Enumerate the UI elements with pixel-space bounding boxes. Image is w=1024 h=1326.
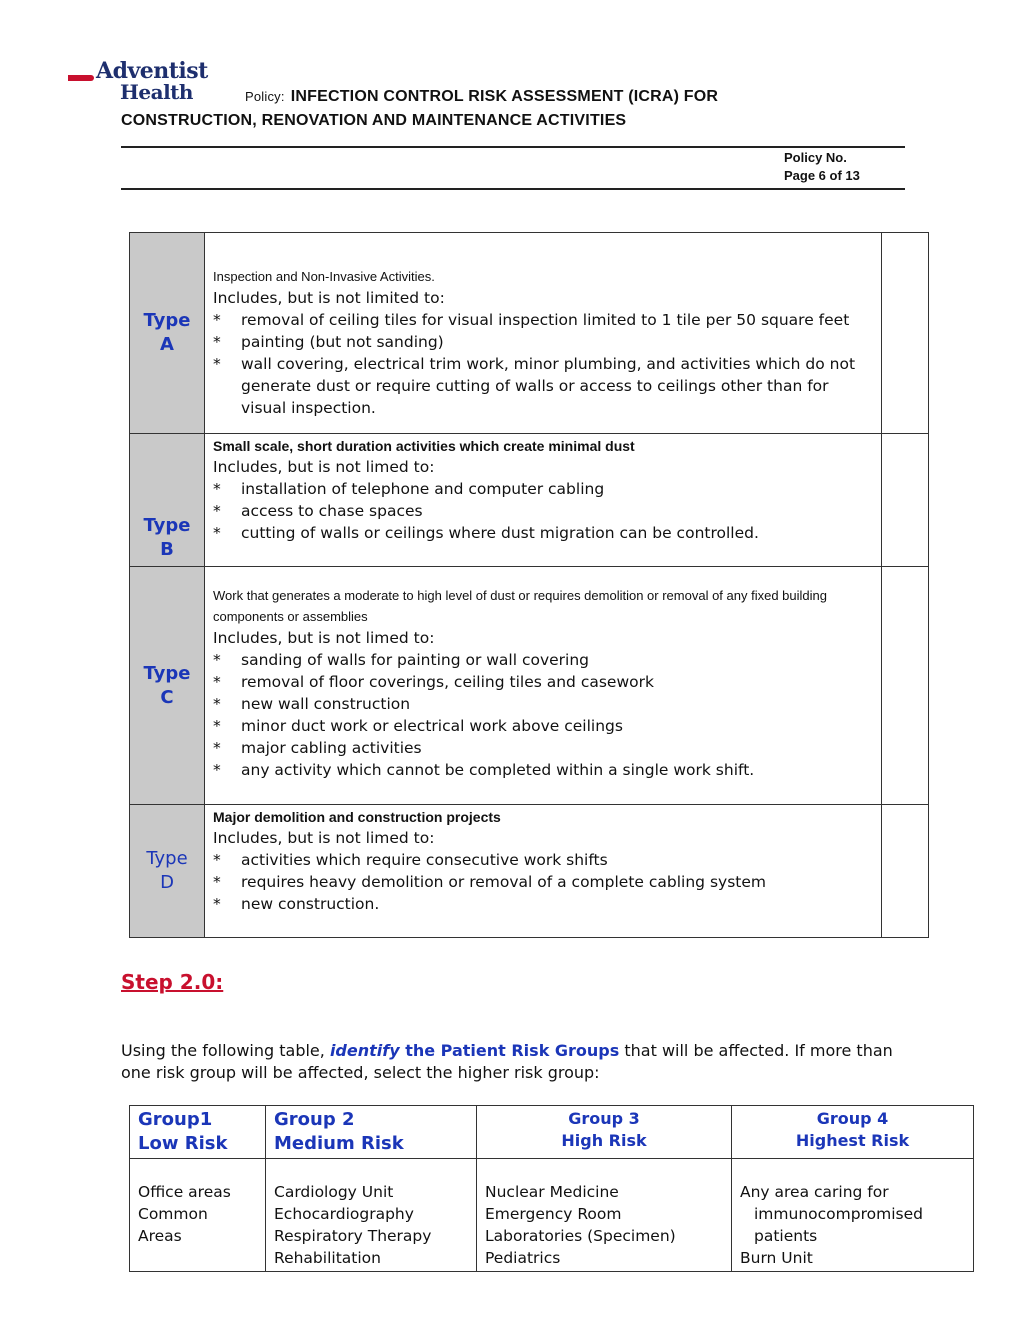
type-label-letter: D	[160, 872, 174, 893]
construction-type-table	[129, 232, 929, 938]
type-description-b	[205, 434, 882, 567]
bullet-icon: *	[213, 873, 221, 891]
intro-text: Using the following table,	[121, 1041, 330, 1060]
type-label-a	[130, 233, 205, 434]
logo-word-health: Health	[120, 80, 193, 104]
type-c-checkbox[interactable]	[882, 567, 929, 805]
type-item: * new wall construction	[213, 695, 411, 713]
type-description-a	[205, 233, 882, 434]
type-item: * removal of floor coverings, ceiling tiles and casework	[213, 673, 654, 691]
bullet-icon: *	[213, 895, 221, 913]
bullet-icon: *	[213, 851, 221, 869]
type-title: Small scale, short duration activities which create minimal dust	[213, 438, 635, 454]
type-item: * painting (but not sanding)	[213, 332, 444, 351]
type-label-word: Type	[143, 310, 191, 331]
group-areas-4: Any area caring for immunocompromised patients Burn Unit	[732, 1159, 974, 1272]
header-rule-top	[121, 146, 905, 148]
type-item: * wall covering, electrical trim work, minor plumbing, and activities which do not generate dust or require cutting of walls or access to ceilings other than for visual inspection.	[213, 354, 856, 417]
bullet-icon: *	[213, 480, 221, 498]
bullet-icon: *	[213, 673, 221, 691]
intro-text-end: that will be affected. If more than one risk group will be affected, select the higher risk group:	[121, 1041, 893, 1082]
bullet-icon: *	[213, 332, 221, 351]
group-header-3: Group 3 High Risk	[477, 1106, 732, 1159]
intro-emphasis-identify: identify	[329, 1041, 400, 1060]
bullet-icon: *	[213, 524, 221, 542]
logo-word-adventist: Adventist	[96, 58, 208, 84]
type-label-letter: B	[160, 539, 174, 560]
type-item: * activities which require consecutive work shifts	[213, 851, 608, 869]
type-label-word: Type	[143, 662, 191, 684]
type-title: Inspection and Non-Invasive Activities.	[213, 268, 435, 284]
group-areas-3: Nuclear Medicine Emergency Room Laboratories (Specimen) Pediatrics	[477, 1159, 732, 1272]
bullet-icon: *	[213, 695, 221, 713]
type-row-d	[130, 805, 929, 938]
type-label-c	[130, 567, 205, 805]
type-title: Major demolition and construction projects	[213, 809, 501, 825]
type-item: * installation of telephone and computer cabling	[213, 480, 605, 498]
type-label-letter: A	[160, 334, 174, 355]
type-includes: Includes, but is not limed to:	[213, 629, 435, 647]
type-label-word: Type	[143, 515, 191, 536]
logo-swoosh-icon	[68, 75, 94, 81]
bullet-icon: *	[213, 717, 221, 735]
type-label-letter: C	[160, 686, 174, 708]
bullet-icon: *	[213, 651, 221, 669]
policy-number-block	[784, 149, 860, 185]
group-areas-1: Office areas Common Areas	[130, 1159, 266, 1272]
type-label-word: Type	[146, 848, 188, 869]
type-d-checkbox[interactable]	[882, 805, 929, 938]
type-item: * major cabling activities	[213, 739, 422, 757]
policy-title-line2: CONSTRUCTION, RENOVATION AND MAINTENANCE ACTIVITIES	[121, 112, 627, 129]
type-item: * any activity which cannot be completed within a single work shift.	[213, 761, 755, 779]
type-b-checkbox[interactable]	[882, 434, 929, 567]
type-item: * access to chase spaces	[213, 502, 423, 520]
group-header-4: Group 4 Highest Risk	[732, 1106, 974, 1159]
group-header-2: Group 2 Medium Risk	[266, 1106, 477, 1159]
type-item: * new construction.	[213, 895, 380, 913]
patient-risk-groups-table	[129, 1105, 974, 1272]
type-label-d	[130, 805, 205, 938]
bullet-icon: *	[213, 739, 221, 757]
type-item: * removal of ceiling tiles for visual inspection limited to 1 tile per 50 square feet	[213, 310, 850, 329]
bullet-icon: *	[213, 502, 221, 520]
type-item: * requires heavy demolition or removal of a complete cabling system	[213, 873, 766, 891]
bullet-icon: *	[213, 761, 221, 779]
page-number: Page 6 of 13	[784, 168, 860, 183]
groups-header-row	[130, 1106, 974, 1159]
policy-number: Policy No.	[784, 150, 847, 165]
policy-title-line1	[245, 88, 718, 106]
bullet-icon: *	[213, 310, 221, 329]
step-instructions	[121, 1040, 911, 1084]
intro-emphasis-groups: the Patient Risk Groups	[399, 1041, 620, 1060]
type-row-a	[130, 233, 929, 434]
type-row-b	[130, 434, 929, 567]
adventist-health-logo	[68, 58, 208, 104]
step-heading: Step 2.0:	[121, 970, 224, 994]
type-item: * sanding of walls for painting or wall covering	[213, 651, 590, 669]
policy-label: Policy:	[245, 89, 285, 104]
type-includes: Includes, but is not limed to:	[213, 458, 435, 476]
header-rule-bottom	[121, 188, 905, 190]
type-label-b	[130, 434, 205, 567]
type-a-checkbox[interactable]	[882, 233, 929, 434]
type-includes: Includes, but is not limed to:	[213, 829, 435, 847]
groups-areas-row	[130, 1159, 974, 1272]
type-description-d	[205, 805, 882, 938]
bullet-icon: *	[213, 354, 221, 373]
type-row-c	[130, 567, 929, 805]
type-item: * minor duct work or electrical work above ceilings	[213, 717, 623, 735]
group-areas-2: Cardiology Unit Echocardiography Respiratory Therapy Rehabilitation	[266, 1159, 477, 1272]
type-description-c	[205, 567, 882, 805]
type-includes: Includes, but is not limited to:	[213, 288, 445, 307]
type-title: Work that generates a moderate to high level of dust or requires demolition or removal of any fixed building components or assemblies	[213, 588, 827, 624]
policy-title-text1: INFECTION CONTROL RISK ASSESSMENT (ICRA) FOR	[290, 88, 719, 105]
group-header-1: Group1 Low Risk	[130, 1106, 266, 1159]
type-item: * cutting of walls or ceilings where dust migration can be controlled.	[213, 524, 759, 542]
